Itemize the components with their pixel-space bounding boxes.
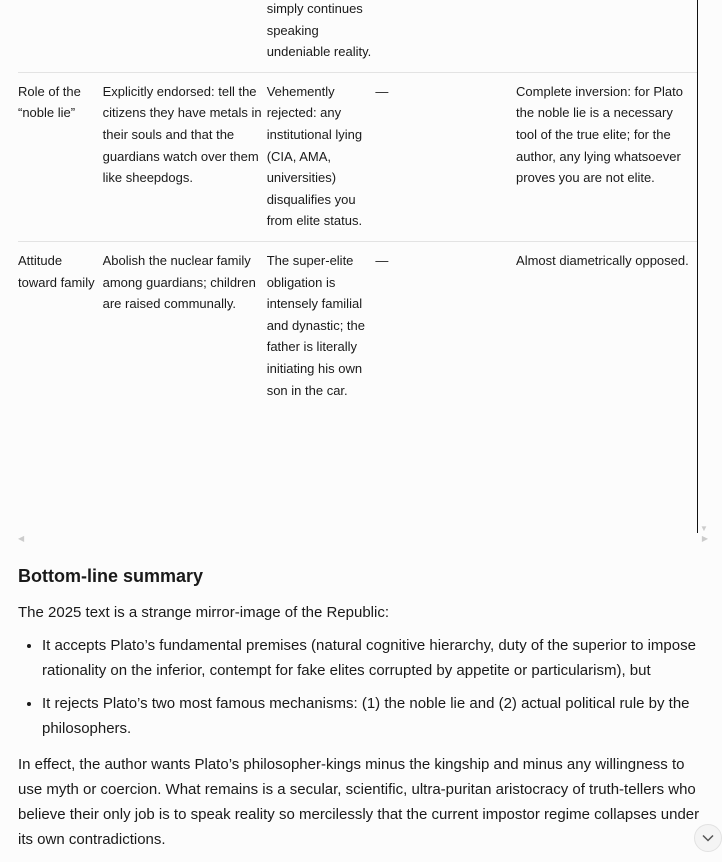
- cell-verdict: Complete inversion: for Plato the noble lie is a necessary tool of the true elite; for the author, any lying whatsoever proves you are not elite.: [516, 83, 683, 186]
- cell-plato: Abolish the nuclear family among guardians; children are raised communally.: [102, 252, 256, 312]
- list-item: • It rejects Plato’s two most famous mechanisms: (1) the noble lie and (2) actual political rule by the philosophers.: [42, 691, 722, 741]
- scroll-right-arrow-icon[interactable]: ▶: [701, 534, 708, 543]
- cell-author: simply continues speaking undeniable reality.: [266, 1, 372, 60]
- summary-intro: The 2025 text is a strange mirror-image of the Republic:: [18, 604, 390, 621]
- scroll-left-arrow-icon[interactable]: ◀: [18, 534, 25, 543]
- cell-other: [375, 0, 516, 72]
- summary-conclusion: In effect, the author wants Plato’s philosopher-kings minus the kingship and minus any willingness to use myth or coercion. What remains is a secular, scientific, ultra-puritan aristocracy of truth-tellers who believe their only job is to speak reality so mercilessly that the current impostor regime collapses under its own contradictions.: [18, 756, 700, 848]
- cell-other: —: [375, 252, 389, 268]
- cell-aspect: Role of the “noble lie”: [18, 83, 81, 121]
- table-row: [18, 72, 697, 241]
- table-row: [18, 241, 697, 401]
- scroll-down-arrow-icon[interactable]: ▼: [700, 524, 708, 533]
- chevron-down-icon: [702, 834, 714, 842]
- cell-verdict: Almost diametrically opposed.: [516, 252, 689, 268]
- horizontal-scrollbar[interactable]: [18, 534, 708, 544]
- scroll-to-bottom-button[interactable]: [694, 824, 722, 852]
- cell-plato: Explicitly endorsed: tell the citizens they have metals in their souls and that the guardians watch over them like sheepdogs.: [102, 83, 262, 186]
- summary-bullets: [18, 633, 722, 749]
- list-item: • It accepts Plato’s fundamental premises (natural cognitive hierarchy, duty of the superior to impose rationality on the inferior, contempt for fake elites corrupted by appetite or particularism), but: [42, 633, 722, 683]
- cell-author: Vehemently rejected: any institutional lying (CIA, AMA, universities) disqualifies you from elite status.: [266, 83, 363, 229]
- cell-aspect: [18, 0, 103, 72]
- cell-other: —: [375, 83, 389, 99]
- cell-plato: [103, 0, 267, 72]
- table-row: [18, 0, 697, 72]
- comparison-table: [18, 0, 697, 401]
- cell-aspect: Attitude toward family: [18, 252, 95, 290]
- cell-author: The super-elite obligation is intensely familial and dynastic; the father is literally initiating his own son in the car.: [266, 252, 365, 398]
- summary-heading: Bottom-line summary: [18, 566, 204, 586]
- cell-verdict: [516, 0, 697, 72]
